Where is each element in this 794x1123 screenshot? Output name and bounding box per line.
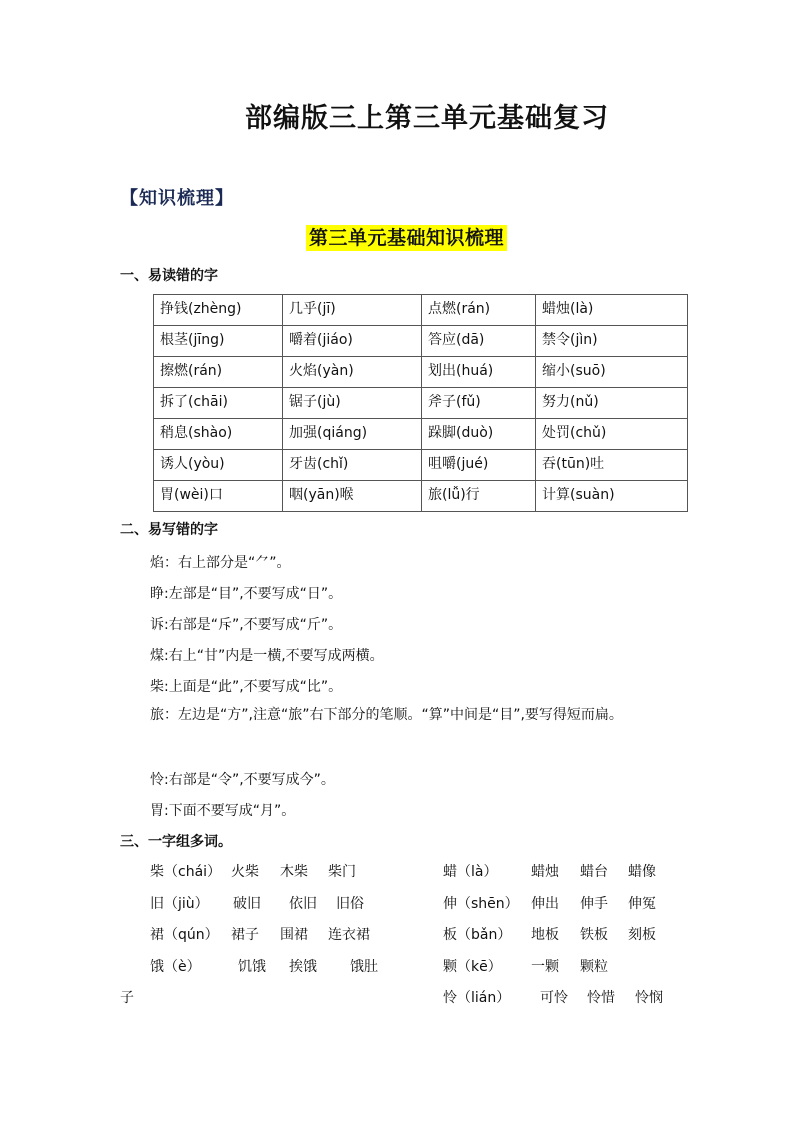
group-word: 围裙 — [280, 927, 308, 943]
group-character: 蜡（là） — [443, 864, 498, 880]
note-item: 诉:右部是“斥”,不要写成“斤”。 — [150, 617, 343, 633]
section2-heading: 二、易写错的字 — [120, 522, 218, 538]
group-character: 伸（shēn） — [443, 895, 519, 912]
table-cell: 拆了(chāi) — [154, 388, 283, 419]
table-cell: 努力(nǔ) — [536, 388, 688, 419]
table-cell: 擦燃(rán) — [154, 357, 283, 388]
group-word: 依旧 — [289, 895, 317, 912]
group-word: 伸手 — [580, 895, 608, 912]
group-word: 一颗 — [531, 958, 559, 975]
table-cell: 蜡烛(là) — [536, 295, 688, 326]
group-character: 裙（qún） — [150, 927, 219, 943]
note-item: 旅：左边是“方”,注意“旅”右下部分的笔顺。“算”中间是“目”,要写得短而扁。 — [150, 707, 623, 723]
table-cell: 斧子(fǔ) — [422, 388, 536, 419]
table-cell: 挣钱(zhèng) — [154, 295, 283, 326]
sub-heading-container — [306, 223, 507, 250]
group-word: 可怜 — [540, 990, 568, 1006]
table-row — [154, 295, 688, 326]
group-word: 颗粒 — [580, 958, 608, 975]
group-word: 铁板 — [580, 927, 608, 943]
table-cell: 嚼着(jiáo) — [283, 326, 422, 357]
group-character: 旧（jiù） — [150, 895, 209, 912]
group-word: 火柴 — [231, 864, 259, 880]
section3-heading: 三、一字组多词。 — [120, 834, 232, 850]
group-word: 伸冤 — [628, 895, 656, 912]
table-cell: 根茎(jīng) — [154, 326, 283, 357]
group-word: 饿肚 — [350, 958, 378, 975]
table-cell: 答应(dā) — [422, 326, 536, 357]
table-cell: 计算(suàn) — [536, 481, 688, 512]
group-word: 伸出 — [531, 895, 559, 912]
table-cell: 旅(lǚ)行 — [422, 481, 536, 512]
group-word: 旧俗 — [336, 895, 364, 912]
table-cell: 吞(tūn)吐 — [536, 450, 688, 481]
table-row — [154, 326, 688, 357]
note-item: 怜:右部是“令”,不要写成今”。 — [150, 772, 335, 788]
group-character: 板（bǎn） — [443, 927, 512, 943]
section1-heading: 一、易读错的字 — [120, 268, 218, 284]
wrapped-text: 子 — [120, 990, 134, 1006]
group-word: 饥饿 — [238, 958, 266, 975]
table-row — [154, 357, 688, 388]
note-item: 胃:下面不要写成“月”。 — [150, 803, 296, 819]
note-item: 煤:右上“甘”内是一横,不要写成两横。 — [150, 648, 384, 664]
table-cell: 缩小(suō) — [536, 357, 688, 388]
table-cell: 胃(wèi)口 — [154, 481, 283, 512]
group-character: 饿（è） — [150, 958, 201, 975]
group-word: 连衣裙 — [328, 927, 370, 943]
table-cell: 禁令(jìn) — [536, 326, 688, 357]
note-item: 睁:左部是“目”,不要写成“日”。 — [150, 586, 343, 602]
table-cell: 划出(huá) — [422, 357, 536, 388]
group-word: 木柴 — [280, 864, 308, 880]
group-word: 怜惜 — [587, 990, 615, 1006]
table-cell: 跺脚(duò) — [422, 419, 536, 450]
table-cell: 加强(qiáng) — [283, 419, 422, 450]
table-row — [154, 450, 688, 481]
group-word: 挨饿 — [289, 958, 317, 975]
knowledge-summary-heading: 【知识梳理】 — [120, 188, 234, 209]
table-row — [154, 419, 688, 450]
group-word: 柴门 — [328, 864, 356, 880]
group-word: 蜡烛 — [531, 864, 559, 880]
group-word: 怜悯 — [635, 990, 663, 1006]
note-item: 焰：右上部分是“⺈”。 — [150, 555, 291, 571]
group-character: 颗（kē） — [443, 958, 502, 975]
table-cell: 诱人(yòu) — [154, 450, 283, 481]
table-row — [154, 388, 688, 419]
group-character: 柴（chái） — [150, 864, 222, 880]
table-cell: 咽(yān)喉 — [283, 481, 422, 512]
table-cell: 几乎(jī) — [283, 295, 422, 326]
note-item: 柴:上面是“此”,不要写成“比”。 — [150, 679, 343, 695]
table-cell: 处罚(chǔ) — [536, 419, 688, 450]
group-word: 蜡台 — [580, 864, 608, 880]
table-cell: 稍息(shào) — [154, 419, 283, 450]
misread-characters-table — [153, 294, 688, 512]
group-word: 破旧 — [233, 895, 261, 912]
table-row — [154, 481, 688, 512]
group-word: 裙子 — [231, 927, 259, 943]
table-cell: 咀嚼(jué) — [422, 450, 536, 481]
group-word: 蜡像 — [628, 864, 656, 880]
unit-summary-heading: 第三单元基础知识梳理 — [306, 225, 507, 251]
table-cell: 牙齿(chǐ) — [283, 450, 422, 481]
page-title: 部编版三上第三单元基础复习 — [245, 103, 609, 134]
table-cell: 点燃(rán) — [422, 295, 536, 326]
group-word: 地板 — [531, 927, 559, 943]
table-cell: 锯子(jù) — [283, 388, 422, 419]
table-cell: 火焰(yàn) — [283, 357, 422, 388]
group-word: 刻板 — [628, 927, 656, 943]
group-character: 怜（lián） — [443, 990, 511, 1006]
